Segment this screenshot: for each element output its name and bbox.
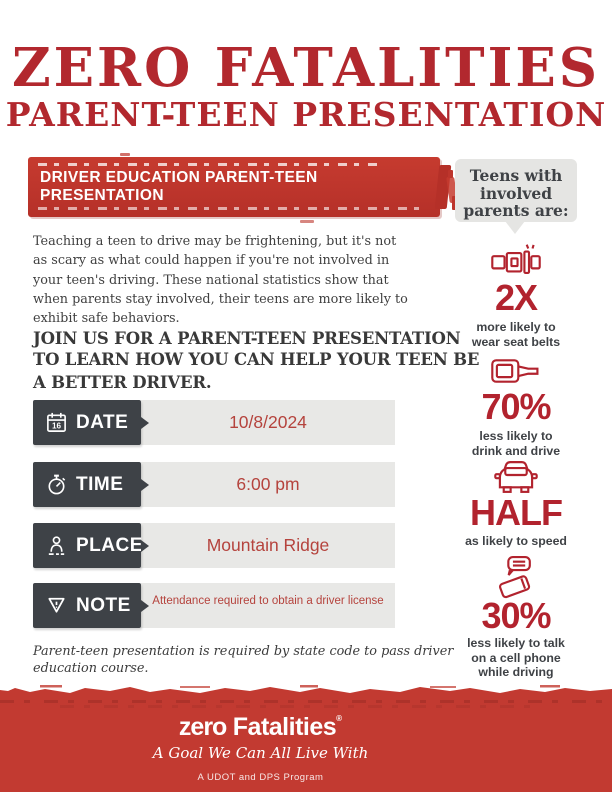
stat-drink-drive bbox=[441, 354, 591, 458]
intro-line: when parents stay involved, their teens are more likely to bbox=[33, 291, 408, 307]
join-heading-line: JOIN US FOR A PARENT-TEEN PRESENTATION bbox=[33, 329, 461, 348]
yield-icon bbox=[45, 594, 68, 617]
date-value: 10/8/2024 bbox=[229, 412, 307, 432]
logo-fatalities: Fatalities bbox=[232, 713, 337, 741]
banner-grunge-line bbox=[38, 207, 423, 210]
footnote-line: education course. bbox=[33, 661, 149, 676]
section-banner bbox=[28, 157, 440, 217]
time-label-box bbox=[33, 462, 141, 507]
join-heading bbox=[33, 329, 480, 394]
intro-line: Teaching a teen to drive may be frightening, but it's not bbox=[33, 234, 397, 249]
stopwatch-icon bbox=[45, 473, 68, 496]
time-value-box bbox=[141, 462, 395, 507]
note-label-box bbox=[33, 583, 141, 628]
stat-speed bbox=[441, 455, 591, 549]
logo-zero: zero bbox=[178, 713, 227, 741]
note-value: Attendance required to obtain a driver license bbox=[152, 594, 384, 607]
intro-line: your teen's driving. These national statistics show that bbox=[33, 272, 389, 288]
stat-value: 70% bbox=[481, 386, 551, 427]
paint-speck bbox=[300, 220, 314, 223]
stat-value: 30% bbox=[481, 595, 551, 636]
stats-bubble-line: parents are: bbox=[463, 201, 569, 220]
place-label-box bbox=[33, 523, 141, 568]
stat-value: 2X bbox=[494, 277, 538, 318]
map-pin-icon bbox=[45, 534, 68, 557]
stat-caption: as likely to speed bbox=[465, 534, 567, 548]
footer-grunge-dashes bbox=[0, 700, 612, 703]
banner-grunge-line bbox=[38, 163, 378, 166]
registered-mark: ® bbox=[336, 714, 343, 723]
join-heading-line: A BETTER DRIVER. bbox=[33, 373, 212, 392]
banner-title-line2: PRESENTATION bbox=[40, 186, 164, 204]
intro-line: as scary as what could happen if you're not involved in bbox=[33, 253, 390, 269]
svg-text:16: 16 bbox=[51, 421, 62, 431]
stat-caption: less likely to drink and drive bbox=[471, 429, 561, 458]
intro-line: exhibit safe behaviors. bbox=[33, 311, 180, 327]
footnote bbox=[33, 643, 453, 677]
place-label: PLACE bbox=[76, 534, 143, 556]
stats-bubble-line: Teens with bbox=[469, 166, 563, 185]
join-heading-line: TO LEARN HOW YOU CAN HELP YOUR TEEN BE bbox=[33, 349, 480, 369]
date-label-box bbox=[33, 400, 141, 445]
banner-title bbox=[40, 169, 318, 204]
page-title: ZERO FATALITIES bbox=[11, 37, 601, 99]
stats-bubble-line: involved bbox=[479, 183, 553, 203]
note-value-box bbox=[141, 583, 395, 628]
stat-caption: more likely to wear seat belts bbox=[471, 320, 561, 349]
time-label: TIME bbox=[76, 473, 124, 495]
time-value: 6:00 pm bbox=[236, 474, 300, 494]
seat-belt-icon bbox=[490, 243, 542, 280]
stat-cell-phone bbox=[441, 554, 591, 680]
paint-speck bbox=[120, 153, 130, 156]
page-subtitle: PARENT-TEEN PRESENTATION bbox=[5, 95, 607, 134]
intro-paragraph bbox=[33, 232, 448, 328]
calendar-icon bbox=[45, 411, 68, 434]
zero-fatalities-logo bbox=[108, 704, 413, 742]
stat-seat-belts bbox=[441, 243, 591, 349]
cell-phone-icon bbox=[492, 554, 540, 600]
date-label: DATE bbox=[76, 411, 129, 433]
place-value-box bbox=[141, 523, 395, 568]
stat-caption: less likely to talk on a cell phone while driving bbox=[467, 636, 565, 679]
place-value: Mountain Ridge bbox=[206, 535, 330, 555]
footer-content bbox=[108, 704, 413, 783]
stats-bubble-tail bbox=[505, 221, 525, 234]
bottle-icon bbox=[490, 354, 542, 388]
footer-program: A UDOT and DPS Program bbox=[197, 772, 324, 783]
stats-bubble bbox=[455, 159, 577, 222]
paint-speck bbox=[448, 170, 453, 178]
date-value-box bbox=[141, 400, 395, 445]
banner-title-line1: DRIVER EDUCATION PARENT-TEEN bbox=[40, 169, 318, 186]
footnote-line: Parent-teen presentation is required by state code to pass driver bbox=[33, 644, 454, 659]
stat-value: HALF bbox=[470, 492, 562, 533]
note-label: NOTE bbox=[76, 594, 131, 616]
footer-tagline: A Goal We Can All Live With bbox=[152, 744, 369, 762]
car-icon bbox=[493, 455, 539, 495]
